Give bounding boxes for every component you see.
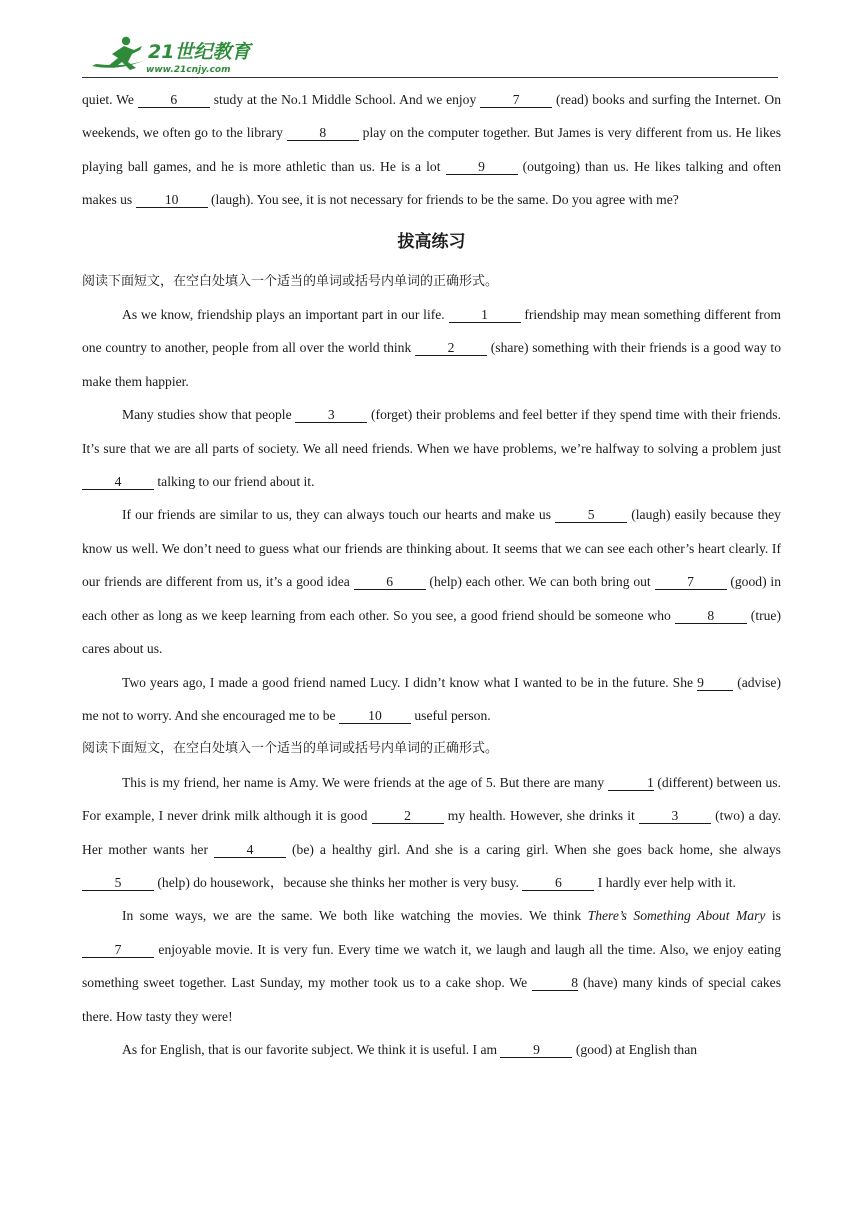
passage-b-para-3: As for English, that is our favorite subject. We think it is useful. I am 9 (good) at English than [122,1041,698,1057]
blank-7[interactable]: 7 [480,92,552,108]
header-rule [82,77,778,78]
blank-b7[interactable]: 7 [82,942,154,958]
passage-a-para-1: As we know, friendship plays an important part in our life. 1 friendship may mean something different from one country to another, people from all over the world think 2 (share) something with their friends is a good way to make them happier. [82,307,781,389]
blank-a10[interactable]: 10 [339,708,411,724]
blank-a6[interactable]: 6 [354,574,426,590]
blank-8[interactable]: 8 [287,125,359,141]
blank-a1[interactable]: 1 [449,307,521,323]
document-body [82,83,781,1066]
movie-title: There’s Something About Mary [587,908,766,924]
passage-b-para-1: This is my friend, her name is Amy. We were friends at the age of 5. But there are many 1 (different) between us. For example, I never drink milk although it is good 2 my health. However, she drinks it 3 (two) a day. Her mother wants her 4 (be) a healthy girl. And she is a caring girl. When she goes back home, she always 5 (help) do housework，because she thinks her mother is very busy. 6 I hardly ever help with it. [82,774,781,890]
blank-10[interactable]: 10 [136,192,208,208]
blank-a2[interactable]: 2 [415,340,487,356]
blank-b2[interactable]: 2 [372,808,444,824]
passage-top: quiet. We 6 study at the No.1 Middle School. And we enjoy 7 (read) books and surfing the Internet. On weekends, we often go to the library 8 play on the computer together. But James is very different from us. He likes playing ball games, and he is more athletic than us. He is a lot 9 (outgoing) than us. He likes talking and often makes us 10 (laugh). You see, it is not necessary for friends to be the same. Do you agree with me? [82,92,782,208]
blank-a8[interactable]: 8 [675,608,747,624]
blank-a3[interactable]: 3 [295,407,367,423]
svg-text:21世纪教育: 21世纪教育 [148,41,251,63]
blank-b8[interactable]: 8 [532,975,578,991]
passage-a-para-2: Many studies show that people 3 (forget) their problems and feel better if they spend time with their friends. It’s sure that we are all parts of society. We all need friends. When we have problems, we’re halfway to solving a problem just 4 talking to our friend about it. [82,407,781,490]
blank-a4[interactable]: 4 [82,474,154,490]
passage-b-para-2: In some ways, we are the same. We both like watching the movies. We think There’s Something About Mary is 7 enjoyable movie. It is very fun. Every time we watch it, we laugh and laugh all the time. Also, we enjoy eating something sweet together. Last Sunday, my mother took us to a cake shop. We 8 (have) many kinds of special cakes there. How tasty they were! [82,908,782,1024]
passage-a-para-3: If our friends are similar to us, they can always touch our hearts and make us 5 (laugh) easily because they know us well. We don’t need to guess what our friends are thinking about. It seems that we can see each other’s heart clearly. If our friends are different from us, it’s a good idea 6 (help) each other. We can both bring out 7 (good) in each other as long as we keep learning from each other. So you see, a good friend should be someone who 8 (true) cares about us. [82,507,781,657]
blank-a9[interactable]: 9 [697,675,733,691]
blank-b4[interactable]: 4 [214,842,286,858]
blank-a5[interactable]: 5 [555,507,627,523]
logo-21cnjy [90,34,260,76]
instruction-b: 阅读下面短文，在空白处填入一个适当的单词或括号内单词的正确形式。 [82,741,499,757]
svg-text:www.21cnjy.com: www.21cnjy.com [146,65,231,75]
blank-b1[interactable]: 1 [608,775,654,791]
instruction-a: 阅读下面短文，在空白处填入一个适当的单词或括号内单词的正确形式。 [82,273,499,289]
blank-9[interactable]: 9 [446,159,518,175]
blank-b5[interactable]: 5 [82,875,154,891]
blank-b6[interactable]: 6 [522,875,594,891]
blank-b9[interactable]: 9 [500,1042,572,1058]
blank-6[interactable]: 6 [138,92,210,108]
blank-b3[interactable]: 3 [639,808,711,824]
blank-a7[interactable]: 7 [655,574,727,590]
passage-a-para-4: Two years ago, I made a good friend named Lucy. I didn’t know what I wanted to be in the future. She 9 (advise) me not to worry. And she encouraged me to be 10 useful person. [82,674,781,723]
section-title: 拔高练习 [397,231,466,252]
page-header [82,30,778,78]
